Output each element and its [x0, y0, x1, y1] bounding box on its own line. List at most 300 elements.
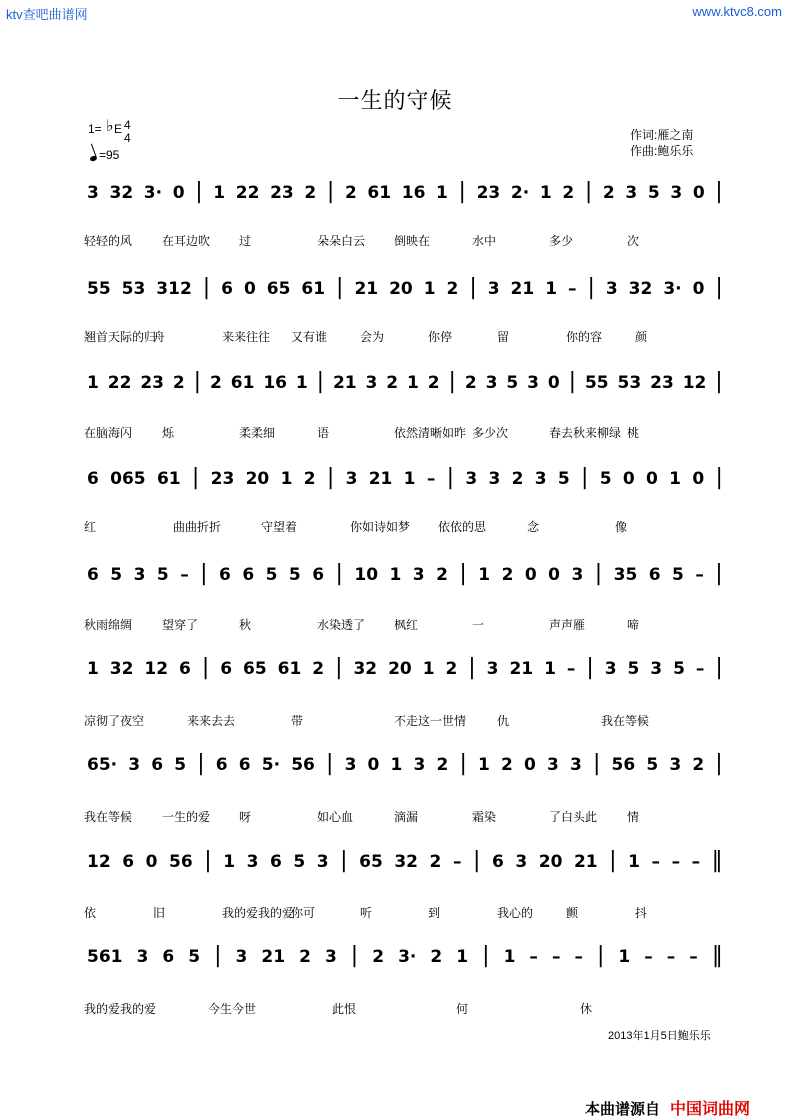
lyric-phrase: 依然清晰如昨 [394, 426, 467, 440]
note: – [426, 469, 436, 489]
note: 1 [390, 755, 403, 775]
note: 1 [503, 947, 516, 967]
note: 21 [573, 852, 598, 872]
note: 2· [510, 183, 530, 203]
lyric-phrase: 念 [527, 520, 540, 534]
note: 0 [524, 565, 537, 585]
barline: | [584, 179, 593, 204]
note: – [574, 947, 583, 967]
note: 5 [557, 469, 570, 489]
note: 1 [213, 183, 226, 203]
note: 0 [692, 183, 705, 203]
note: 1 [407, 373, 419, 393]
lyric-phrase: 水中 [472, 234, 497, 248]
lyric-phrase: 啼 [627, 618, 640, 632]
note: 3 [316, 852, 329, 872]
barline: | [458, 179, 466, 204]
score-row [82, 652, 728, 684]
lyric-line [82, 904, 728, 920]
note: 12 [87, 852, 111, 872]
note: 3 [87, 183, 99, 203]
lyric-phrase: 烁 [162, 426, 175, 440]
lyricist: 作词:雁之南 [630, 128, 694, 142]
barline: | [316, 369, 325, 394]
note: 2 [436, 565, 448, 585]
note: 0 [692, 469, 705, 489]
note: 3 [344, 755, 357, 775]
barline: | [191, 465, 200, 490]
note: 2 [446, 279, 459, 299]
note: 0 [243, 279, 256, 299]
note: 3· [398, 947, 417, 967]
lyric-phrase: 多少 [549, 234, 574, 248]
note: 22 [235, 183, 260, 203]
note: 2 [464, 373, 477, 393]
barline: | [459, 561, 467, 586]
note: – [691, 852, 701, 872]
barline: | [715, 179, 723, 204]
score-row [82, 176, 728, 208]
barline: | [581, 465, 589, 490]
barline: | [715, 369, 723, 394]
lyric-phrase: 像 [615, 520, 628, 534]
note: 21 [510, 279, 535, 299]
note: 16 [401, 183, 426, 203]
note: 61 [367, 183, 392, 203]
lyric-phrase: 倒映在 [394, 234, 431, 248]
lyric-phrase: 水染透了 [317, 618, 366, 632]
barline: | [202, 275, 211, 300]
barline: | [594, 561, 603, 586]
note: 5 [174, 755, 187, 775]
note: 32 [394, 852, 418, 872]
note: 1 [87, 659, 99, 679]
note: 65 [243, 659, 267, 679]
lyric-phrase: 此恨 [332, 1002, 357, 1016]
note: 3· [143, 183, 163, 203]
note: 5 [673, 659, 685, 679]
note: 3· [663, 279, 682, 299]
note: 2 [562, 183, 575, 203]
note: 2 [304, 183, 317, 203]
lyric-phrase: 如心血 [317, 810, 354, 824]
lyric-phrase: 你可 [291, 906, 316, 920]
note: 3 [485, 373, 498, 393]
credits [630, 127, 693, 159]
note: 55 [584, 373, 609, 393]
lyric-phrase: 声声雁 [549, 618, 586, 632]
note: 0 [172, 183, 185, 203]
barline: | [326, 179, 335, 204]
score-row [82, 558, 728, 590]
note: 65 [266, 279, 291, 299]
score-row [82, 272, 728, 304]
date-signature: 2013年1月5日鲍乐乐 [608, 1030, 711, 1042]
note: 12 [144, 659, 169, 679]
note: – [651, 852, 661, 872]
lyric-phrase: 来来往往 [222, 330, 271, 344]
lyric-phrase: 曲曲折折 [173, 520, 222, 534]
note: 6 [219, 565, 231, 585]
lyric-phrase: 过 [239, 234, 252, 248]
note: 5 [110, 565, 123, 585]
note: 1 [478, 565, 491, 585]
barline: | [482, 943, 490, 968]
note: 2 [511, 469, 524, 489]
note: 2 [299, 947, 311, 967]
note: 32 [628, 279, 653, 299]
note: 1 [87, 373, 99, 393]
lyric-phrase: 次 [627, 234, 640, 248]
note: 6 [151, 755, 164, 775]
note: 61 [230, 373, 255, 393]
score-row [82, 462, 728, 494]
note: 53 [617, 373, 642, 393]
note: 6 [312, 565, 325, 585]
barline: | [459, 751, 467, 776]
note: – [568, 279, 577, 299]
note: 6 [238, 755, 251, 775]
lyric-phrase: 带 [291, 714, 304, 728]
barline: | [335, 655, 343, 680]
barline: | [469, 275, 477, 300]
note: 5 [646, 755, 659, 775]
note: 3 [133, 565, 146, 585]
lyric-line [82, 328, 728, 344]
note: 065 [110, 469, 146, 489]
lyric-phrase: 到 [428, 906, 441, 920]
note: 1 [456, 947, 469, 967]
lyric-phrase: 我在等候 [84, 810, 133, 824]
note: 23 [650, 373, 674, 393]
note: 2 [692, 755, 705, 775]
key-signature [88, 118, 131, 145]
note: 55 [87, 279, 111, 299]
barline: | [326, 751, 334, 776]
note: 3 [128, 755, 141, 775]
lyric-phrase: 我的爱我的爱 [222, 906, 295, 920]
barline: | [592, 751, 601, 776]
lyric-phrase: 你如诗如梦 [350, 520, 411, 534]
note: 3 [625, 183, 638, 203]
barline: | [715, 561, 723, 586]
lyric-phrase: 抖 [635, 906, 648, 920]
lyric-phrase: 了白头此 [549, 810, 598, 824]
note: – [695, 565, 704, 585]
lyric-phrase: 今生今世 [208, 1002, 257, 1016]
lyric-phrase: 滴漏 [394, 810, 419, 824]
lyric-phrase: 朵朵白云 [317, 234, 366, 248]
note: 1 [295, 373, 308, 393]
note: 312 [156, 279, 192, 299]
barline: | [715, 465, 723, 490]
lyric-phrase: 我的爱我的爱 [84, 1002, 157, 1016]
note: 3 [413, 755, 426, 775]
note: 35 [613, 565, 638, 585]
quarter-note-icon [89, 155, 97, 162]
note: 1 [403, 469, 416, 489]
note: 0 [622, 469, 635, 489]
barline: ‖ [711, 943, 723, 968]
note: 6 [220, 659, 233, 679]
composer: 作曲:鲍乐乐 [630, 144, 694, 158]
note: 1 [628, 852, 640, 872]
score-row [82, 366, 728, 398]
note: 16 [263, 373, 287, 393]
note: 2 [427, 373, 440, 393]
lyric-line [82, 232, 728, 248]
note: – [689, 947, 698, 967]
note: 6 [269, 852, 282, 872]
note: 1 [423, 279, 436, 299]
source-site: 中国词曲网 [670, 1099, 751, 1118]
lyric-phrase: 留 [497, 330, 510, 344]
lyric-phrase: 情 [627, 810, 640, 824]
lyric-phrase: 我在等候 [601, 714, 650, 728]
note: 3 [487, 279, 500, 299]
flat-icon: ♭ [106, 118, 114, 135]
note: 6 [221, 279, 233, 299]
time-top: 4 [124, 118, 131, 132]
lyric-phrase: 守望着 [261, 520, 298, 534]
note: 2 [501, 755, 513, 775]
note: 6 [242, 565, 255, 585]
note: – [452, 852, 462, 872]
lyric-phrase: 望穿了 [162, 618, 199, 632]
lyric-phrase: 又有谁 [291, 330, 328, 344]
barline: | [446, 465, 455, 490]
source-credit [585, 1096, 750, 1119]
note: 5 [288, 565, 301, 585]
note: 2 [501, 565, 514, 585]
note: 20 [388, 659, 412, 679]
note: 2 [429, 852, 442, 872]
lyric-phrase: 舟 [153, 330, 166, 344]
lyric-line [82, 808, 728, 824]
barline: | [200, 561, 208, 586]
note: – [695, 659, 705, 679]
lyric-phrase: 枫红 [394, 618, 419, 632]
note: 6 [162, 947, 175, 967]
note: 65 [359, 852, 383, 872]
lyric-phrase: 在脑海闪 [84, 426, 133, 440]
note: – [566, 659, 576, 679]
note: 23 [270, 183, 294, 203]
note: 61 [277, 659, 302, 679]
lyric-line [82, 518, 728, 534]
note: 21 [368, 469, 393, 489]
note: 2 [172, 373, 185, 393]
barline: | [201, 655, 210, 680]
barline: | [468, 655, 476, 680]
note: 2 [436, 755, 449, 775]
note: 20 [389, 279, 413, 299]
note: 1 [544, 659, 556, 679]
note: 6 [87, 565, 99, 585]
note: 1 [422, 659, 435, 679]
note: 20 [538, 852, 563, 872]
lyric-phrase: 会为 [360, 330, 385, 344]
note: 3 [412, 565, 425, 585]
lyric-phrase: 旧 [153, 906, 166, 920]
note: 1 [280, 469, 293, 489]
note: 5 [627, 659, 640, 679]
lyric-phrase: 颜 [635, 330, 648, 344]
note: 1 [669, 469, 682, 489]
lyric-phrase: 听 [360, 906, 373, 920]
note: 2 [312, 659, 325, 679]
note: – [644, 947, 653, 967]
note: 3 [136, 947, 149, 967]
note: 6 [215, 755, 228, 775]
note: 5 [156, 565, 169, 585]
note: 2 [602, 183, 615, 203]
note: 1 [618, 947, 631, 967]
time-signature [124, 119, 131, 145]
note: 21 [354, 279, 379, 299]
source-label: 本曲谱源自 [585, 1100, 661, 1118]
barline: | [214, 943, 222, 968]
note: 12 [682, 373, 707, 393]
lyric-line [82, 616, 728, 632]
note: 3 [246, 852, 259, 872]
barline: | [448, 369, 456, 394]
note: 2 [430, 947, 443, 967]
lyric-phrase: 依 [84, 906, 97, 920]
note: – [529, 947, 538, 967]
score-row [82, 748, 728, 780]
barline: | [715, 751, 723, 776]
key-label: 1= [88, 122, 102, 136]
lyric-phrase: 霜染 [472, 810, 497, 824]
note: 0 [646, 469, 658, 489]
note: 3 [569, 755, 582, 775]
song-title: 一生的守候 [337, 89, 453, 114]
time-bottom: 4 [124, 131, 131, 145]
lyric-phrase: 休 [580, 1002, 593, 1016]
note: 21 [261, 947, 286, 967]
tempo-value: =95 [99, 148, 120, 162]
note: 61 [156, 469, 181, 489]
note: – [551, 947, 561, 967]
note: 2 [303, 469, 316, 489]
lyric-phrase: 依依的思 [438, 520, 487, 534]
note: 1 [223, 852, 236, 872]
note: 3 [547, 755, 559, 775]
note: 23 [476, 183, 501, 203]
lyric-phrase: 一 [472, 618, 485, 632]
note: 2 [372, 947, 385, 967]
note: 21 [509, 659, 534, 679]
lyric-phrase: 你的容 [566, 330, 603, 344]
barline: | [326, 465, 335, 490]
note: 6 [87, 469, 99, 489]
note: 22 [107, 373, 132, 393]
note: 0 [548, 565, 560, 585]
barline: | [715, 275, 723, 300]
note: 2 [386, 373, 399, 393]
barline: | [195, 179, 203, 204]
note: 1 [478, 755, 490, 775]
lyric-phrase: 柔柔细 [239, 426, 276, 440]
barline: | [193, 369, 202, 394]
lyric-line [82, 424, 728, 440]
note: 5· [261, 755, 281, 775]
note: 5 [647, 183, 660, 203]
lyric-phrase: 呀 [239, 810, 252, 824]
lyric-phrase: 来来去去 [187, 714, 236, 728]
lyric-line [82, 1000, 728, 1016]
barline: | [609, 848, 617, 873]
note: 53 [121, 279, 146, 299]
lyric-phrase: 你停 [428, 330, 453, 344]
note: 561 [87, 947, 123, 967]
note: 3 [488, 469, 501, 489]
note: 56 [291, 755, 315, 775]
note: 3 [670, 183, 683, 203]
lyric-phrase: 何 [456, 1002, 469, 1016]
score-row [82, 845, 728, 877]
note: 5 [293, 852, 306, 872]
note: 3 [650, 659, 663, 679]
note: 32 [353, 659, 378, 679]
note: – [180, 565, 189, 585]
note: 6 [179, 659, 191, 679]
note: 5 [506, 373, 519, 393]
lyric-phrase: 语 [317, 426, 330, 440]
lyric-phrase: 我心的 [497, 906, 534, 920]
note: 3 [527, 373, 539, 393]
note: 3 [365, 373, 378, 393]
lyric-phrase: 多少次 [472, 426, 509, 440]
note: 3 [515, 852, 528, 872]
note: 0 [145, 852, 158, 872]
lyric-phrase: 一生的爱 [162, 810, 211, 824]
note: 5 [265, 565, 278, 585]
note: 3 [534, 469, 547, 489]
note: 5 [599, 469, 612, 489]
note: 2 [344, 183, 357, 203]
note: 21 [332, 373, 357, 393]
note: – [671, 852, 681, 872]
note: 0 [524, 755, 536, 775]
note: 56 [169, 852, 193, 872]
watermark-right: www.ktvc8.com [692, 4, 782, 19]
note: 1 [389, 565, 402, 585]
tempo-marking [90, 148, 119, 162]
note: 5 [188, 947, 201, 967]
barline: | [204, 848, 212, 873]
lyric-phrase: 秋 [239, 618, 252, 632]
barline: | [587, 275, 595, 300]
barline: | [197, 751, 205, 776]
lyric-phrase: 翘首天际的归 [84, 330, 157, 344]
watermark-left: ktv查吧曲谱网 [6, 7, 88, 22]
note: 3 [345, 469, 358, 489]
note: 6 [648, 565, 661, 585]
lyric-phrase: 轻轻的风 [84, 234, 133, 248]
note: 20 [245, 469, 270, 489]
note: 32 [109, 659, 134, 679]
note: 2 [209, 373, 222, 393]
note: 0 [367, 755, 380, 775]
lyric-phrase: 春去秋来柳绿 [549, 426, 622, 440]
barline: | [596, 943, 605, 968]
barline: ‖ [711, 848, 723, 873]
note: 1 [545, 279, 558, 299]
note: 3 [486, 659, 499, 679]
note: 0 [692, 279, 705, 299]
